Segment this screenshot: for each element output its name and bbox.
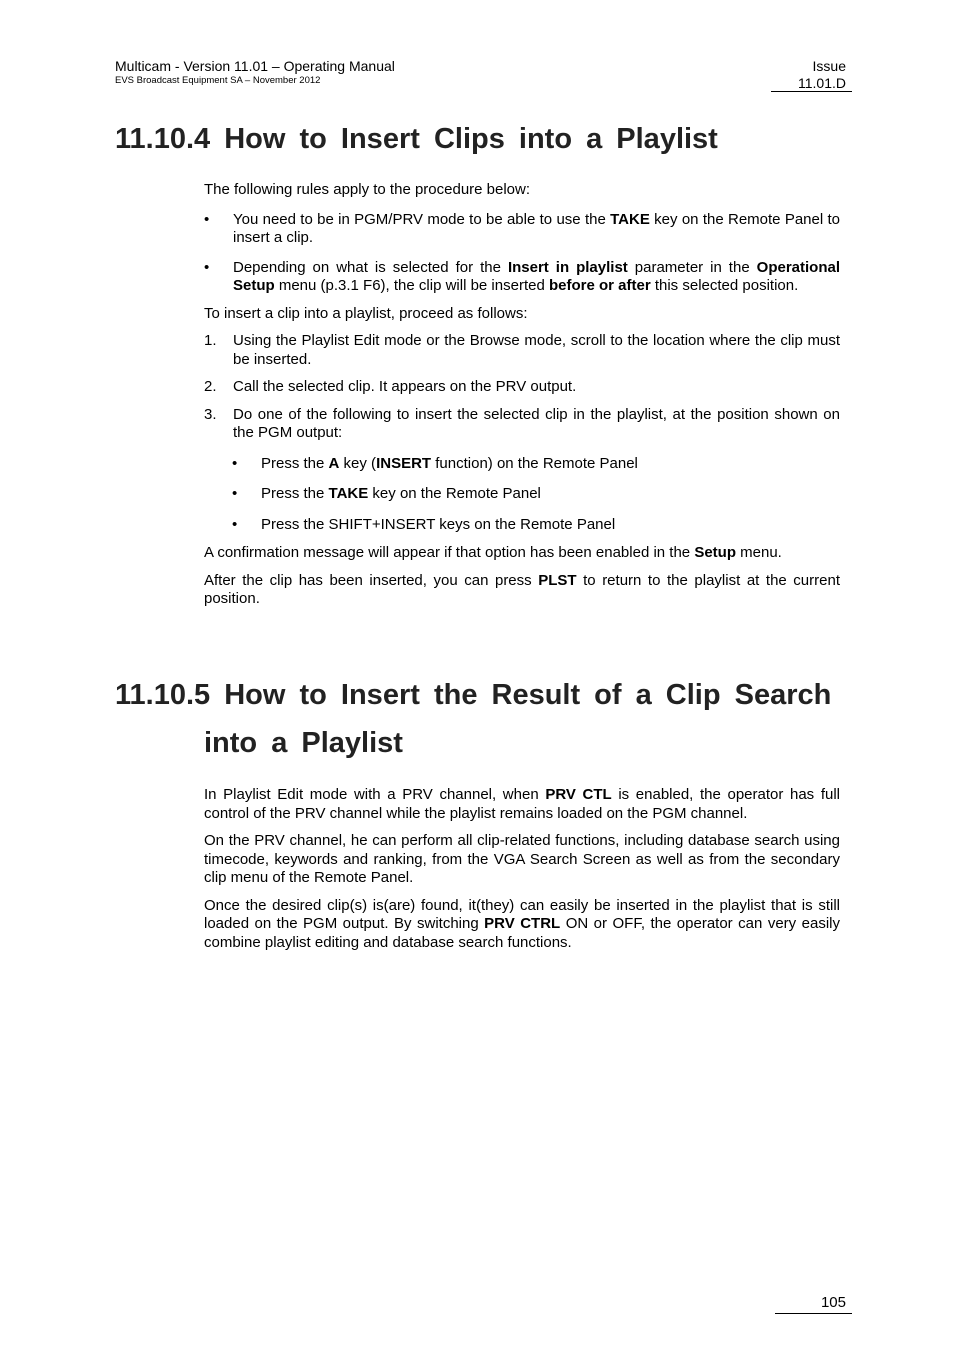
paragraph: On the PRV channel, he can perform all clip-related functions, including database search using timecode, keywords and ranking, from the VGA Search Screen as well as from the secondary clip menu of the Remote Panel. bbox=[204, 832, 840, 886]
confirmation-note: A confirmation message will appear if that option has been enabled in the Setup menu. bbox=[204, 544, 782, 561]
footer-divider bbox=[775, 1313, 852, 1314]
section-11-10-5-body bbox=[204, 786, 840, 952]
section-heading-11-10-5 bbox=[115, 671, 837, 767]
paragraph: Once the desired clip(s) is(are) found, it(they) can easily be inserted in the playlist that is still loaded on the PGM output. By switching PRV CTRL ON or OFF, the operator can very easily combine playlist editing and database search functions. bbox=[204, 896, 840, 951]
option-item: • Press the TAKE key on the Remote Panel bbox=[232, 485, 541, 502]
page-number: 105 bbox=[820, 1294, 846, 1311]
page-header bbox=[115, 58, 395, 86]
section-heading-line-1: 11.10.5 How to Insert the Result of a Clip Search bbox=[115, 679, 832, 711]
rule-item: • Depending on what is selected for the Insert in playlist parameter in the Operational Setup menu (p.3.1 F6), the clip will be inserted before or after this selected position. bbox=[204, 258, 841, 294]
after-insert-note: After the clip has been inserted, you can press PLST to return to the playlist at the current position. bbox=[204, 571, 840, 607]
bullet-icon: • bbox=[204, 210, 210, 228]
issue-block bbox=[798, 58, 846, 92]
section-11-10-4-body bbox=[204, 181, 840, 609]
issue-value: 11.01.D bbox=[798, 75, 846, 91]
bullet-icon: • bbox=[232, 485, 238, 502]
step-number: 2. bbox=[204, 378, 217, 395]
step-number: 3. bbox=[204, 405, 217, 423]
manual-title: Multicam - Version 11.01 – Operating Manual bbox=[115, 58, 395, 74]
procedure-step: 1. Using the Playlist Edit mode or the Browse mode, scroll to the location where the clip must be inserted. bbox=[204, 332, 840, 368]
procedure-step: 2. Call the selected clip. It appears on the PRV output. bbox=[204, 378, 577, 395]
option-item: • Press the A key (INSERT function) on the Remote Panel bbox=[232, 454, 638, 472]
procedure-intro: To insert a clip into a playlist, proceed as follows: bbox=[204, 304, 528, 322]
step-number: 1. bbox=[204, 332, 217, 349]
rule-item: • You need to be in PGM/PRV mode to be able to use the TAKE key on the Remote Panel to insert a clip. bbox=[204, 210, 840, 246]
issue-label: Issue bbox=[812, 58, 846, 74]
header-divider bbox=[771, 91, 852, 92]
rules-intro: The following rules apply to the procedure below: bbox=[204, 181, 531, 198]
bullet-icon: • bbox=[204, 258, 210, 276]
procedure-step: 3. Do one of the following to insert the selected clip in the playlist, at the position shown on the PGM output: bbox=[204, 405, 840, 441]
section-heading-11-10-4: 11.10.4 How to Insert Clips into a Playlist bbox=[115, 123, 718, 155]
option-item: • Press the SHIFT+INSERT keys on the Remote Panel bbox=[232, 515, 616, 533]
section-heading-line-2: into a Playlist bbox=[204, 727, 403, 759]
bullet-icon: • bbox=[232, 454, 238, 472]
paragraph: In Playlist Edit mode with a PRV channel, when PRV CTL is enabled, the operator has full control of the PRV channel while the playlist remains loaded on the PGM channel. bbox=[204, 786, 840, 822]
bullet-icon: • bbox=[232, 515, 238, 533]
manual-subtitle: EVS Broadcast Equipment SA – November 2012 bbox=[115, 75, 321, 86]
